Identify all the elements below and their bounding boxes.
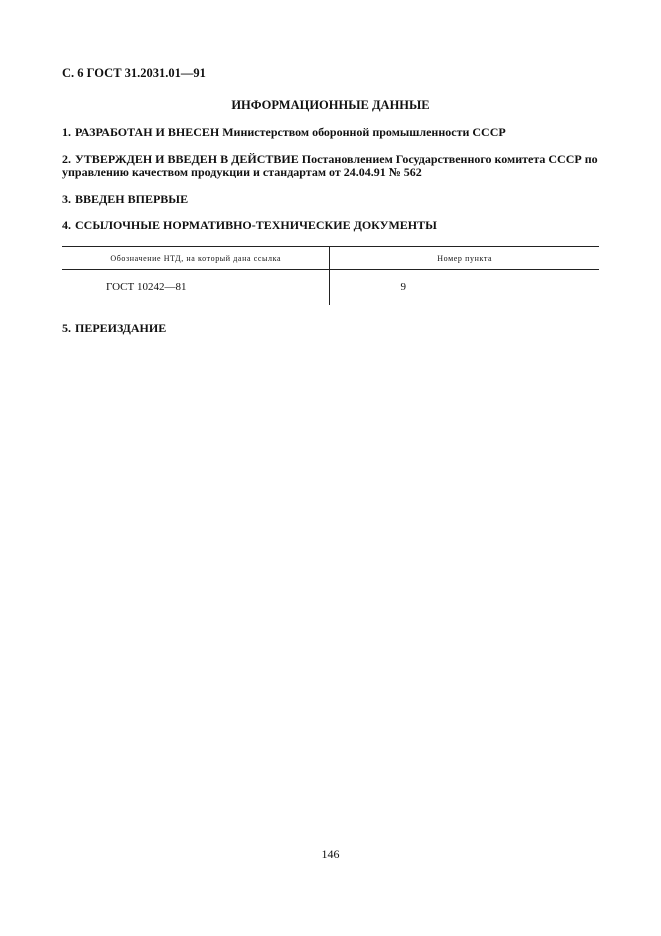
item-text: РАЗРАБОТАН И ВНЕСЕН Министерством оборонной промышленности СССР: [75, 125, 506, 139]
info-item-reissue: [62, 322, 607, 335]
section-title: ИНФОРМАЦИОННЫЕ ДАННЫЕ: [231, 98, 430, 112]
page-number: 146: [321, 847, 340, 861]
item-text: УТВЕРЖДЕН И ВВЕДЕН В ДЕЙСТВИЕ Постановлением Государственного комитета СССР по управлению качеством продукции и стандартам от 24.04.91 № 562: [62, 152, 598, 179]
item-number: 1.: [62, 125, 71, 139]
info-item-developed: [62, 126, 607, 139]
reference-documents-table: [62, 246, 599, 305]
item-text: ССЫЛОЧНЫЕ НОРМАТИВНО-ТЕХНИЧЕСКИЕ ДОКУМЕНТЫ: [75, 218, 437, 232]
item-text: ПЕРЕИЗДАНИЕ: [75, 321, 167, 335]
table-cell-clause-number: [330, 270, 599, 306]
table-header-row: [62, 247, 599, 270]
cell-text: ГОСТ 10242—81: [106, 281, 187, 293]
cell-text: 9: [400, 281, 406, 293]
item-number: 2.: [62, 152, 71, 166]
item-number: 4.: [62, 218, 71, 232]
table-header-designation: Обозначение НТД, на который дана ссылка: [62, 247, 330, 270]
item-text: ВВЕДЕН ВПЕРВЫЕ: [75, 192, 189, 206]
table-header-clause-number: Номер пункта: [330, 247, 599, 270]
info-item-reference-documents: [62, 219, 607, 232]
info-item-first-introduced: [62, 193, 607, 206]
table-cell-designation: [62, 270, 330, 306]
page-header: С. 6 ГОСТ 31.2031.01—91: [62, 66, 206, 80]
item-number: 5.: [62, 321, 71, 335]
item-number: 3.: [62, 192, 71, 206]
table-row: [62, 270, 599, 306]
info-item-approved: [62, 153, 607, 179]
